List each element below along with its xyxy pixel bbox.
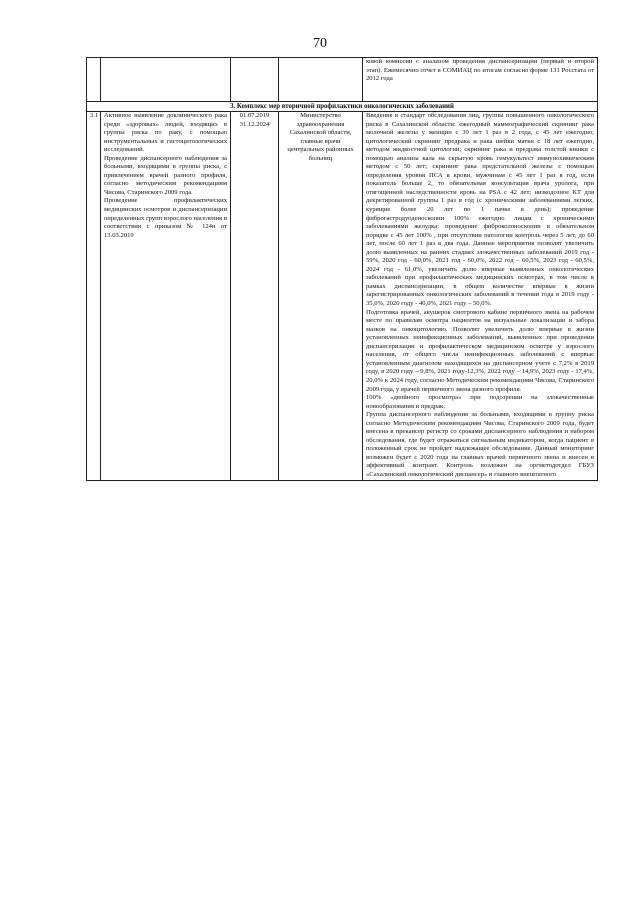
date-start: 01.07.2019 <box>239 112 270 119</box>
result-paragraph: Подготовка врачей, акушерок смотрового кабине первичного звена на рабочем месте по правилам осмотра пациентов на визуальные локализации и забора мазков на онкоцитологию. Позволит увеличить долю впервые в жизни установленных неинфекционных заболеваний, выявленных при проведении диспансеризации и профилактическом медицинском осмотре у взрослого населения, от общего числа неинфекционных заболеваний с впервые установленным диагнозом находящихся на диспансерном учете с 7,2% в 2019 году, в 2020 году – 9,8%, 2021 году-12,3%, 2022 году – 14,9%, 2023 году - 17,4%, 20,0% к 2024 году, согласно Методическим рекомендациям Чисова, Старинского 2009 года, у врачей первичного звена разного профиля. <box>366 308 594 393</box>
cell-result-continued: ковой комиссии с анализом проведения диспансеризации (первый и второй этап). Ежемесячно отчет в СОМИАЦ по итогам согласно форме 131 Росстата от 2012 года <box>363 58 598 102</box>
cell-dates-empty <box>231 58 279 102</box>
cell-activity <box>101 112 231 481</box>
date-end: 31.12.2024 <box>239 120 270 128</box>
table-row <box>87 112 598 481</box>
section-title: 3. Комплекс мер вторичной профилактики онкологических заболеваний <box>87 102 598 112</box>
activity-paragraph: Проведение профилактических медицинских осмотров и диспансеризации определенных групп взрослого населения в соответствии с приказом № 124н от 13.03.2019 <box>104 197 227 239</box>
cell-dates <box>231 112 279 481</box>
measures-table <box>86 57 598 481</box>
table-row-continued <box>87 58 598 102</box>
cell-executor-empty <box>279 58 363 102</box>
result-paragraph: Группа диспансерного наблюдения за больными, входящими в группу риска согласно Методическим рекомендациям Чисова, Старинского 2009 года, будет внесена в прекансер регистр со сроками диспансерного наблюдения и набором обследования, где будет отражаться сигнальным индикатором, когда пациент в положенный срок не пройдет надлежащее обследование. Данный мониторинг возможен будет с 2020 года на главных врачей первичного звена и внесен в эффективный контракт. Контроль возложен на оргметодотдел ГБУЗ «Сахалинский онкологический диспансер» и главного внештатного <box>366 411 594 478</box>
result-paragraph: 100% «двойного просмотра» при подозрении на злокачественные новообразования и предрак. <box>366 394 594 410</box>
activity-paragraph: Активное выявление доклинического рака среди «здоровых» людей, входящих в группы риска по раку, с помощью инструментальных и гистоцитологических исследований. <box>104 112 227 154</box>
section-row <box>87 102 598 112</box>
cell-result <box>363 112 598 481</box>
page-number: 70 <box>313 36 327 51</box>
cell-activity-empty <box>101 58 231 102</box>
cell-num: 3.1 <box>87 112 101 481</box>
result-paragraph: Введение в стандарт обследования лиц, группы повышенного онкологического риска в Сахалинской области: ежегодный маммографический скрининг рака молочной железы у женщин с 39 лет 1 раз в 2 года, с 45 лет ежегодно; цитологический скрининг предрака и рака шейки матки с 18 лет ежегодно, методом жидкостной цитологии; скрининг рака и предрака толстой кишки с помощью анализа кала на скрытую кровь гемукультест иммунохимическим методом с 50 лет; скрининг рака предстательной железы с помощью определения уровня ПСА в крови, мужчинам с 45 лет 1 раз в год, если показатель больше 2, то обязательная консультация врача уролога, при отягощенной наследственности кровь на PSA с 42 лет; низкодозное КТ для декретированной группы 1 раз в год (с хроническими заболеваниями легких, курящие более 20 лет по 1 пачке в день); проведение фиброгастродуоденоскопии 100% ежегодно лицам с хроническими заболеваниями желудка; проведение фиброколоноскопии в обязательном порядке с 45 лет 100% , при отсутствии патологии контроль через 5 лет, до 60 лет, после 60 лет 1 раз в два года. Данные мероприятия позволят увеличить долю выявленных на ранних стадиях злокачественных заболеваний 2019 год - 59%, 2020 год - 60,0%, 2021 год - 60,0%, 2022 год – 60,5%, 2023 год - 60,5%, 2024 год - 61,0%, увеличить долю впервые выявленных онкологических заболеваний при профилактических медицинских осмотрах, в том числе в рамках диспансеризации, в общем количестве впервые в жизни зарегистрированных онкологических заболеваний в течении года в 2019 году - 35,0%, 2020 году - 40,0%, 2021 году – 50,0%. <box>366 112 594 308</box>
activity-paragraph: Проведение диспансерного наблюдения за больными, входящими в группы риска, с привлечением врачей разного профиля, согласно методическим рекомендациям Чисова, Старинского 2009 года. <box>104 154 227 196</box>
cell-executor: Министерство здравоохранения Сахалинской области, главные врачи центральных районных больниц <box>279 112 363 481</box>
cell-num-empty <box>87 58 101 102</box>
